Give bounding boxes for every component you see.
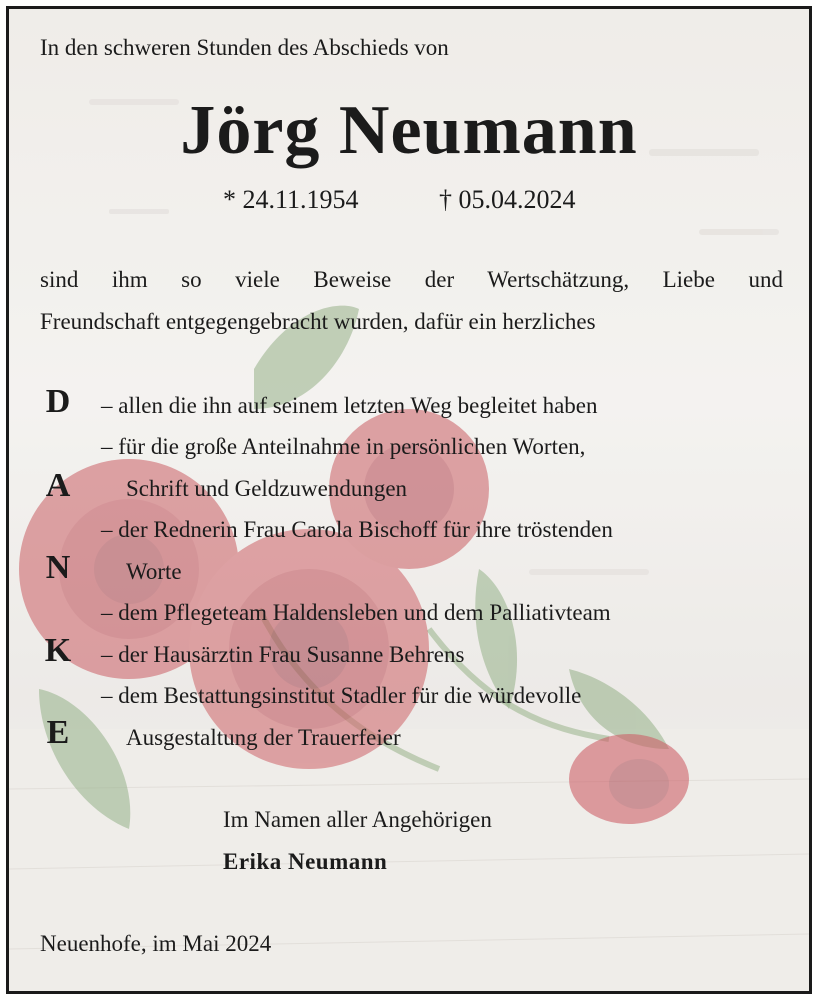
danke-letter-a: A <box>45 467 71 504</box>
danke-letter-d: D <box>45 383 71 420</box>
thanks-line: Ausgestaltung der Trauerfeier <box>126 725 401 750</box>
danke-letter-k: K <box>44 632 72 669</box>
signer-name: Erika Neumann <box>223 849 388 874</box>
thanks-line: – allen die ihn auf seinem letzten Weg begleitet haben <box>101 393 598 418</box>
thanks-line: – dem Pflegeteam Haldensleben und dem Palliativteam <box>101 600 611 625</box>
death-date: † 05.04.2024 <box>439 185 576 214</box>
danke-letter-e: E <box>46 714 70 751</box>
deceased-name: Jörg Neumann <box>180 92 638 169</box>
thanks-line: – der Hausärztin Frau Susanne Behrens <box>101 642 465 667</box>
place-date: Neuenhofe, im Mai 2024 <box>40 931 272 956</box>
thanks-line: – der Rednerin Frau Carola Bischoff für ihre tröstenden <box>101 517 613 542</box>
closing-text: Im Namen aller Angehörigen <box>223 807 492 832</box>
birth-date: * 24.11.1954 <box>223 185 359 214</box>
paragraph-line-1: sind ihm so viele Beweise der Wertschätzung, Liebe und <box>40 267 783 292</box>
intro-text: In den schweren Stunden des Abschieds von <box>40 35 449 60</box>
danke-letter-n: N <box>45 549 71 586</box>
thanks-line: Worte <box>126 559 182 584</box>
thanks-line: Schrift und Geldzuwendungen <box>126 476 408 501</box>
thanks-line: – für die große Anteilnahme in persönlichen Worten, <box>101 434 586 459</box>
thanks-line: – dem Bestattungsinstitut Stadler für die würdevolle <box>101 683 582 708</box>
paragraph-line-2: Freundschaft entgegengebracht wurden, dafür ein herzliches <box>40 309 596 334</box>
obituary-card <box>6 6 812 994</box>
